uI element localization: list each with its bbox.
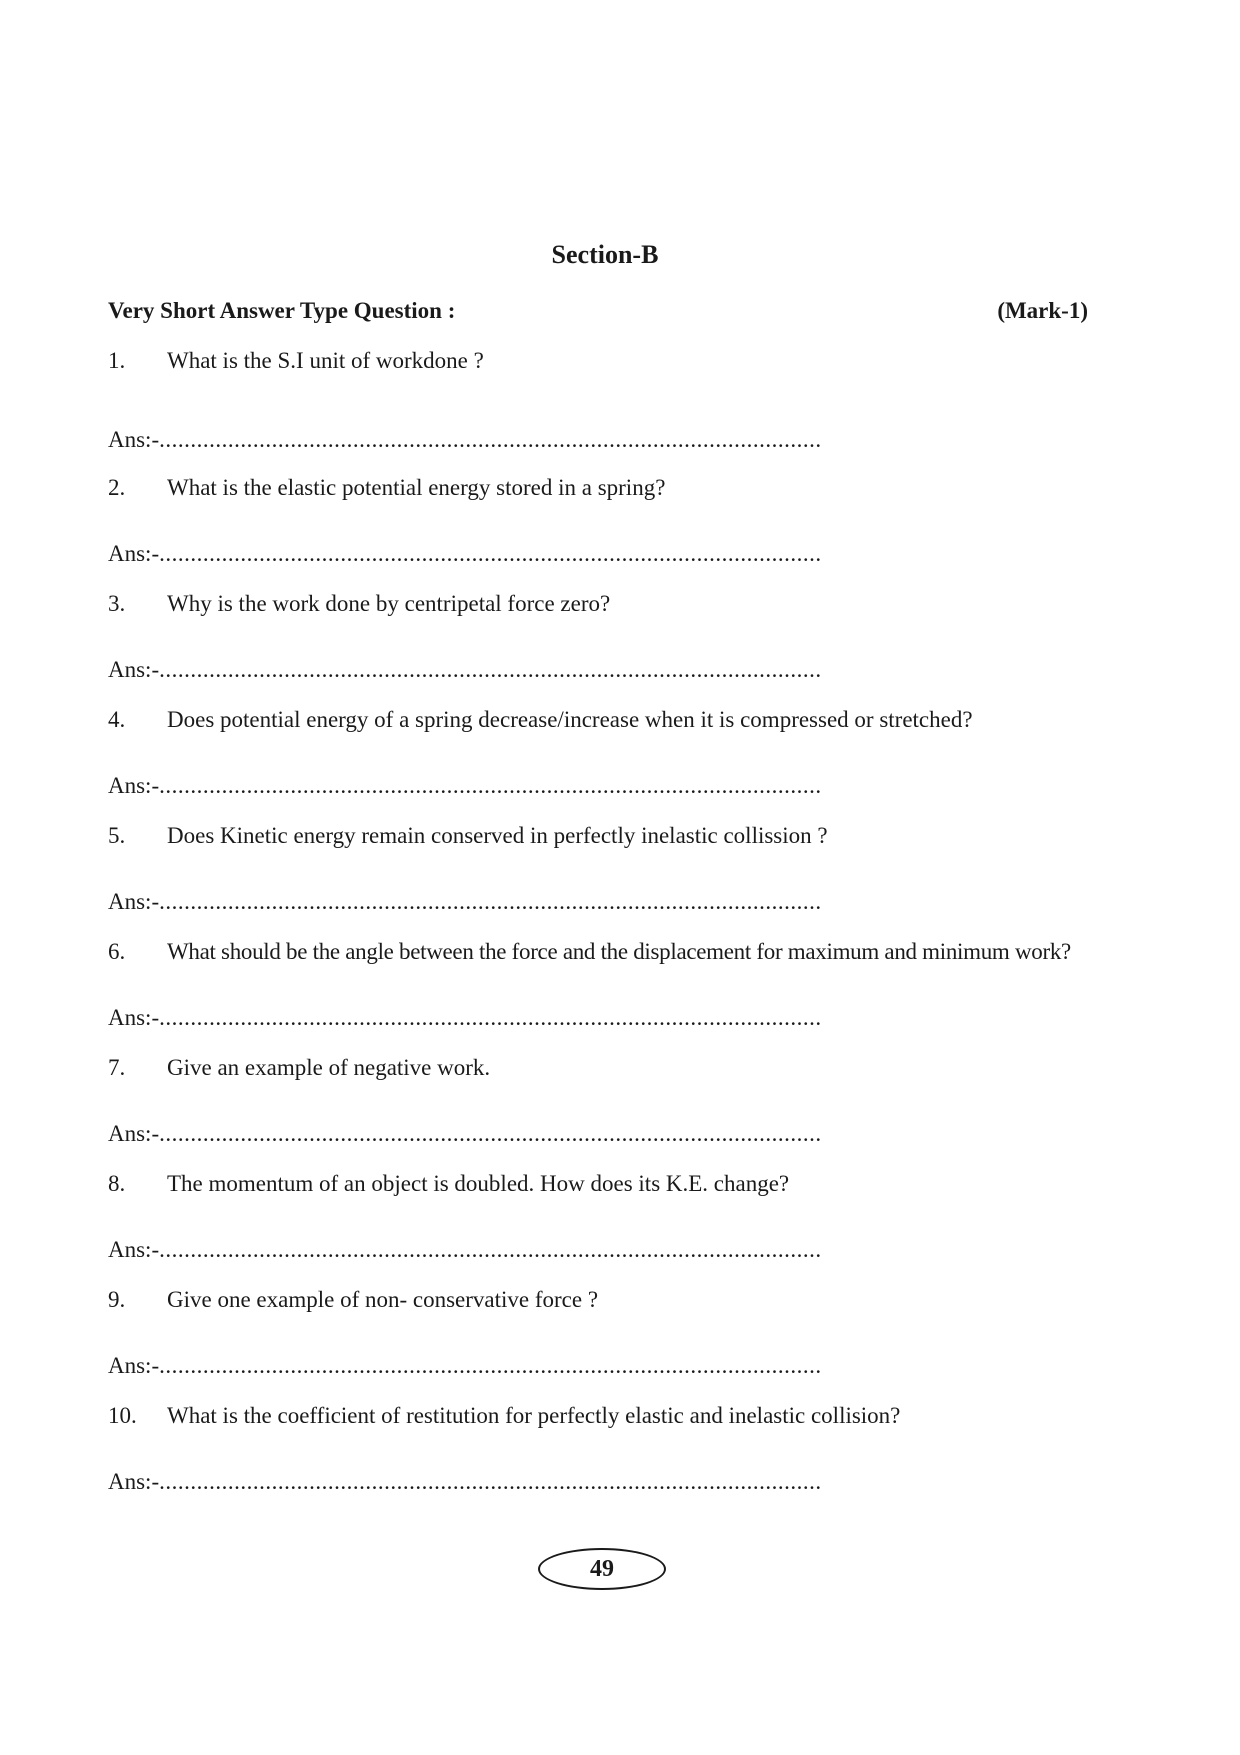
answer-line (108, 1237, 848, 1263)
question-item (108, 1403, 1128, 1494)
question-text: Give an example of negative work. (167, 1055, 491, 1080)
answer-dots: .......................................................................................................... (159, 427, 822, 452)
answer-line (108, 889, 848, 915)
page-number: 49 (538, 1548, 666, 1590)
question-type-label: Very Short Answer Type Question : (108, 298, 456, 323)
answer-dots: .......................................................................................................... (159, 889, 822, 914)
section-title: Section-B (551, 240, 659, 269)
question-item (108, 1287, 1128, 1378)
answer-line (108, 657, 848, 683)
answer-label: Ans:- (108, 1237, 160, 1262)
answer-label: Ans:- (108, 1005, 160, 1030)
question-item (108, 939, 1128, 1030)
question-text: The momentum of an object is doubled. How does its K.E. change? (167, 1171, 790, 1196)
answer-label: Ans:- (108, 889, 160, 914)
question-number: 10. (108, 1403, 137, 1428)
marks-label: (Mark-1) (997, 298, 1088, 323)
answer-label: Ans:- (108, 427, 160, 452)
question-number: 5. (108, 823, 126, 848)
answer-label: Ans:- (108, 1469, 160, 1494)
answer-label: Ans:- (108, 541, 160, 566)
answer-dots: .......................................................................................................... (159, 1005, 822, 1030)
question-item (108, 1171, 1128, 1262)
answer-line (108, 1005, 848, 1031)
question-number: 4. (108, 707, 126, 732)
answer-line (108, 1469, 848, 1495)
answer-label: Ans:- (108, 1353, 160, 1378)
question-item (108, 1055, 1128, 1146)
question-text: What is the elastic potential energy stored in a spring? (167, 475, 666, 500)
answer-dots: .......................................................................................................... (159, 1237, 822, 1262)
question-text: Does Kinetic energy remain conserved in perfectly inelastic collission ? (167, 823, 828, 848)
question-item (108, 348, 1128, 452)
answer-dots: .......................................................................................................... (159, 541, 822, 566)
question-number: 6. (108, 939, 126, 964)
answer-line (108, 427, 848, 453)
question-number: 2. (108, 475, 126, 500)
question-text: What should be the angle between the force and the displacement for maximum and minimum work? (167, 939, 1071, 964)
question-item (108, 591, 1128, 682)
answer-line (108, 773, 848, 799)
answer-label: Ans:- (108, 773, 160, 798)
question-text: Why is the work done by centripetal force zero? (167, 591, 611, 616)
question-number: 3. (108, 591, 126, 616)
question-item (108, 823, 1128, 914)
answer-line (108, 541, 848, 567)
question-number: 7. (108, 1055, 126, 1080)
question-number: 8. (108, 1171, 126, 1196)
answer-line (108, 1353, 848, 1379)
answer-label: Ans:- (108, 657, 160, 682)
answer-label: Ans:- (108, 1121, 160, 1146)
answer-dots: .......................................................................................................... (159, 1121, 822, 1146)
question-text: What is the coefficient of restitution for perfectly elastic and inelastic collision? (167, 1403, 901, 1428)
question-type-header (108, 298, 1088, 324)
answer-dots: .......................................................................................................... (159, 657, 822, 682)
question-item (108, 475, 1128, 566)
answer-dots: .......................................................................................................... (159, 1353, 822, 1378)
question-number: 9. (108, 1287, 126, 1312)
question-text: Does potential energy of a spring decrease/increase when it is compressed or stretched? (167, 707, 973, 732)
answer-line (108, 1121, 848, 1147)
answer-dots: .......................................................................................................... (159, 773, 822, 798)
question-item (108, 707, 1128, 798)
question-text: What is the S.I unit of workdone ? (167, 348, 484, 373)
question-text: Give one example of non- conservative force ? (167, 1287, 599, 1312)
question-number: 1. (108, 348, 126, 373)
answer-dots: .......................................................................................................... (159, 1469, 822, 1494)
